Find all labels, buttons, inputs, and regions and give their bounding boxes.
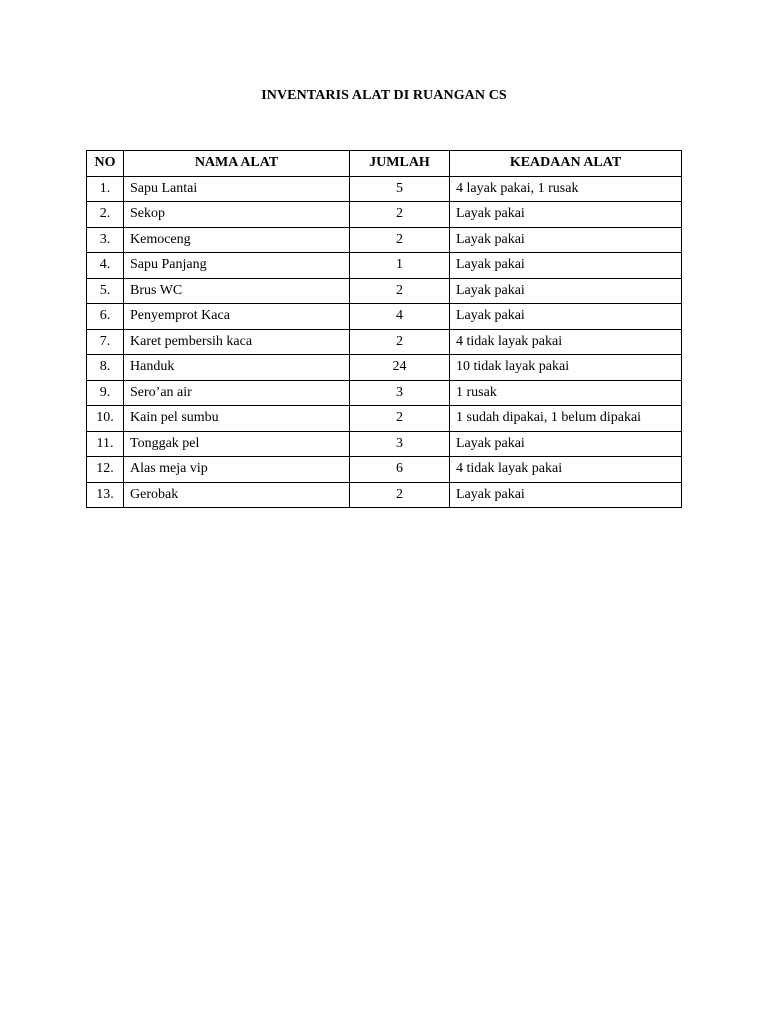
cell-keadaan-alat: Layak pakai [450, 253, 682, 279]
cell-no: 1. [87, 176, 124, 202]
cell-nama-alat: Karet pembersih kaca [124, 329, 350, 355]
cell-jumlah: 2 [350, 202, 450, 228]
table-row [87, 380, 682, 406]
cell-nama-alat: Penyemprot Kaca [124, 304, 350, 330]
cell-keadaan-alat: Layak pakai [450, 304, 682, 330]
table-header-row [87, 151, 682, 177]
cell-no: 7. [87, 329, 124, 355]
table-row [87, 176, 682, 202]
inventory-table [86, 150, 682, 508]
cell-no: 4. [87, 253, 124, 279]
table-row [87, 482, 682, 508]
cell-jumlah: 5 [350, 176, 450, 202]
cell-nama-alat: Gerobak [124, 482, 350, 508]
cell-jumlah: 2 [350, 227, 450, 253]
cell-jumlah: 6 [350, 457, 450, 483]
header-no: NO [87, 151, 124, 177]
cell-keadaan-alat: 4 tidak layak pakai [450, 329, 682, 355]
header-nama-alat: NAMA ALAT [124, 151, 350, 177]
table-row [87, 406, 682, 432]
table-row [87, 278, 682, 304]
cell-no: 12. [87, 457, 124, 483]
cell-jumlah: 2 [350, 278, 450, 304]
table-row [87, 457, 682, 483]
cell-no: 2. [87, 202, 124, 228]
cell-no: 3. [87, 227, 124, 253]
cell-no: 11. [87, 431, 124, 457]
cell-keadaan-alat: Layak pakai [450, 431, 682, 457]
cell-jumlah: 2 [350, 329, 450, 355]
cell-no: 10. [87, 406, 124, 432]
cell-no: 5. [87, 278, 124, 304]
cell-nama-alat: Sapu Lantai [124, 176, 350, 202]
cell-keadaan-alat: Layak pakai [450, 482, 682, 508]
cell-nama-alat: Sapu Panjang [124, 253, 350, 279]
cell-nama-alat: Kemoceng [124, 227, 350, 253]
cell-keadaan-alat: 1 rusak [450, 380, 682, 406]
cell-keadaan-alat: 4 tidak layak pakai [450, 457, 682, 483]
table-row [87, 304, 682, 330]
cell-jumlah: 3 [350, 431, 450, 457]
cell-nama-alat: Sero’an air [124, 380, 350, 406]
header-keadaan-alat: KEADAAN ALAT [450, 151, 682, 177]
document-title: INVENTARIS ALAT DI RUANGAN CS [261, 88, 507, 103]
cell-jumlah: 2 [350, 406, 450, 432]
cell-no: 9. [87, 380, 124, 406]
cell-nama-alat: Handuk [124, 355, 350, 381]
cell-keadaan-alat: 10 tidak layak pakai [450, 355, 682, 381]
cell-keadaan-alat: Layak pakai [450, 278, 682, 304]
cell-jumlah: 3 [350, 380, 450, 406]
table-row [87, 227, 682, 253]
cell-no: 13. [87, 482, 124, 508]
cell-nama-alat: Tonggak pel [124, 431, 350, 457]
cell-keadaan-alat: 1 sudah dipakai, 1 belum dipakai [450, 406, 682, 432]
cell-nama-alat: Kain pel sumbu [124, 406, 350, 432]
table-row [87, 253, 682, 279]
cell-jumlah: 4 [350, 304, 450, 330]
cell-nama-alat: Sekop [124, 202, 350, 228]
cell-nama-alat: Brus WC [124, 278, 350, 304]
table-row [87, 202, 682, 228]
header-jumlah: JUMLAH [350, 151, 450, 177]
cell-keadaan-alat: 4 layak pakai, 1 rusak [450, 176, 682, 202]
table-row [87, 329, 682, 355]
cell-jumlah: 24 [350, 355, 450, 381]
cell-keadaan-alat: Layak pakai [450, 202, 682, 228]
cell-no: 8. [87, 355, 124, 381]
table-row [87, 355, 682, 381]
cell-no: 6. [87, 304, 124, 330]
cell-nama-alat: Alas meja vip [124, 457, 350, 483]
cell-keadaan-alat: Layak pakai [450, 227, 682, 253]
table-row [87, 431, 682, 457]
cell-jumlah: 1 [350, 253, 450, 279]
cell-jumlah: 2 [350, 482, 450, 508]
